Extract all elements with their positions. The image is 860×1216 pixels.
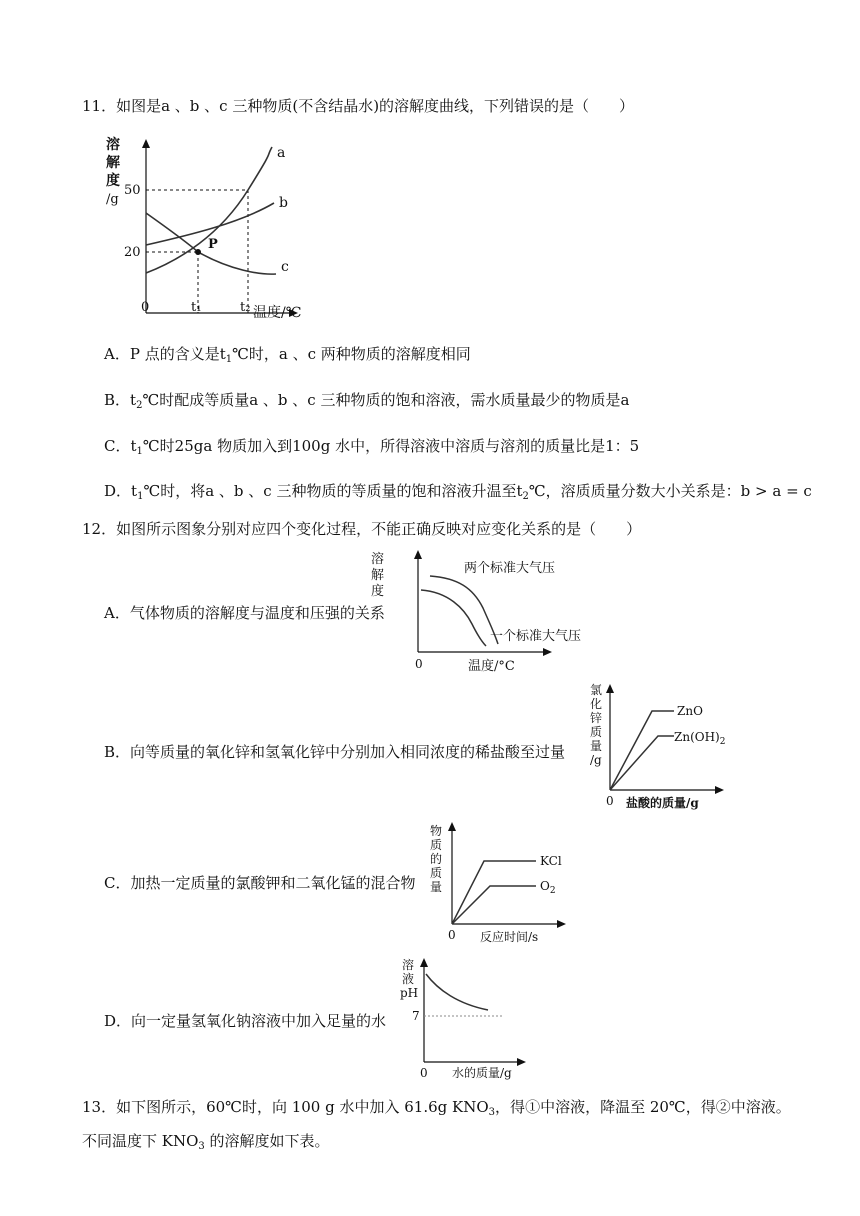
svg-text:量: 量 xyxy=(590,739,603,753)
label-one-atm: 一个标准大气压 xyxy=(490,629,582,644)
svg-text:度: 度 xyxy=(371,584,385,599)
svg-text:质: 质 xyxy=(430,838,443,852)
svg-text:0: 0 xyxy=(606,794,614,808)
q12-option-a: A．气体物质的溶解度与温度和压强的关系 xyxy=(104,604,385,622)
q11-xtick-t2: t₂ xyxy=(240,300,251,315)
svg-text:液: 液 xyxy=(402,972,415,986)
svg-text:的: 的 xyxy=(430,852,443,866)
svg-text:化: 化 xyxy=(590,697,603,711)
svg-text:温度/°C: 温度/°C xyxy=(468,659,515,674)
circle-2: ② xyxy=(715,1098,731,1116)
curve-one-atm xyxy=(421,590,486,646)
q11-xtick-0: 0 xyxy=(141,300,150,315)
point-p-label: P xyxy=(208,237,218,252)
q11-xtick-t1: t₁ xyxy=(191,300,202,315)
svg-text:锌: 锌 xyxy=(590,711,603,725)
svg-text:溶: 溶 xyxy=(371,552,385,567)
ylabel-1: 解 xyxy=(106,155,120,171)
svg-text:0: 0 xyxy=(420,1066,428,1080)
ylabel-0: 溶 xyxy=(106,137,120,153)
svg-text:盐酸的质量/g: 盐酸的质量/g xyxy=(626,796,699,810)
curve-o2 xyxy=(452,886,536,924)
circle-1: ① xyxy=(525,1098,541,1116)
q12-option-b: B．向等质量的氧化锌和氢氧化锌中分别加入相同浓度的稀盐酸至过量 xyxy=(104,743,566,761)
curve-znoh2 xyxy=(610,736,674,790)
q12-option-d: D．向一定量氢氧化钠溶液中加入足量的水 xyxy=(104,1012,387,1030)
q12c-chart xyxy=(424,820,594,945)
y-axis-arrow xyxy=(142,139,150,148)
curve-two-atm xyxy=(430,576,498,644)
q12b-chart xyxy=(586,680,736,810)
q11-option-c: C．$t_1℃$时25ga 物质加入到100g 水中，所得溶液中溶质与溶剂的质量比是1：5 xyxy=(104,437,640,457)
curve-kcl xyxy=(452,861,536,924)
q11-option-d: D．$t_1℃$时，将a 、b 、c 三种物质的等质量的饱和溶液升温至$t_2℃$，溶质质量分数大小关系是：b > a = c xyxy=(104,482,812,502)
svg-text:量: 量 xyxy=(430,880,443,894)
svg-text:7: 7 xyxy=(412,1009,420,1023)
svg-text:反应时间/s: 反应时间/s xyxy=(480,930,539,944)
label-o2: $O_2$ xyxy=(540,879,556,896)
q11-option-a: A．P 点的含义是$t_1℃$时，a 、c 两种物质的溶解度相同 xyxy=(104,345,471,365)
svg-text:质: 质 xyxy=(590,725,603,739)
q12-option-c: C．加热一定质量的氯酸钾和二氧化锰的混合物 xyxy=(104,874,416,892)
svg-text:0: 0 xyxy=(415,657,423,671)
svg-text:0: 0 xyxy=(448,928,456,942)
q12a-chart xyxy=(368,548,608,674)
ytick-20: 20 xyxy=(124,245,141,260)
q13-line2: 不同温度下 $KNO_3$ 的溶解度如下表。 xyxy=(82,1132,330,1152)
q11-solubility-chart xyxy=(100,135,300,325)
svg-text:氯: 氯 xyxy=(590,683,603,697)
q13-line1: 13．如下图所示，60℃时，向 100 g 水中加入 61.6g $KNO_3$，得①中溶液，降温至 20℃，得②中溶液。 xyxy=(82,1098,791,1118)
svg-text:pH: pH xyxy=(400,986,419,1000)
ytick-50: 50 xyxy=(124,183,141,198)
q12d-chart xyxy=(398,954,538,1082)
svg-text:溶: 溶 xyxy=(402,958,415,972)
curve-a-label: a xyxy=(277,145,286,161)
curve-c-label: c xyxy=(281,259,289,275)
point-p xyxy=(195,249,201,255)
label-kcl: KCl xyxy=(540,854,562,868)
ylabel-3: /g xyxy=(106,192,119,207)
label-znoh2: $Zn(OH)_2$ xyxy=(674,730,726,747)
svg-text:水的质量/g: 水的质量/g xyxy=(452,1066,512,1080)
curve-ph xyxy=(426,974,488,1010)
label-zno: ZnO xyxy=(677,704,703,718)
svg-text:物: 物 xyxy=(430,824,443,838)
curve-b-label: b xyxy=(279,195,288,211)
curve-a xyxy=(146,147,272,273)
q11-stem: 11．如图是a 、b 、c 三种物质(不含结晶水)的溶解度曲线，下列错误的是（ ） xyxy=(82,97,635,115)
svg-text:解: 解 xyxy=(371,568,385,583)
ylabel-2: 度 xyxy=(106,173,120,189)
q11-option-b: B．$t_2℃$时配成等质量a 、b 、c 三种物质的饱和溶液，需水质量最少的物质是a xyxy=(104,391,630,411)
svg-text:/g: /g xyxy=(590,753,602,767)
label-two-atm: 两个标准大气压 xyxy=(464,561,556,576)
svg-text:质: 质 xyxy=(430,866,443,880)
q12-stem: 12．如图所示图象分别对应四个变化过程，不能正确反映对应变化关系的是（ ） xyxy=(82,520,642,538)
q11-xlabel: 温度/℃ xyxy=(253,305,302,321)
